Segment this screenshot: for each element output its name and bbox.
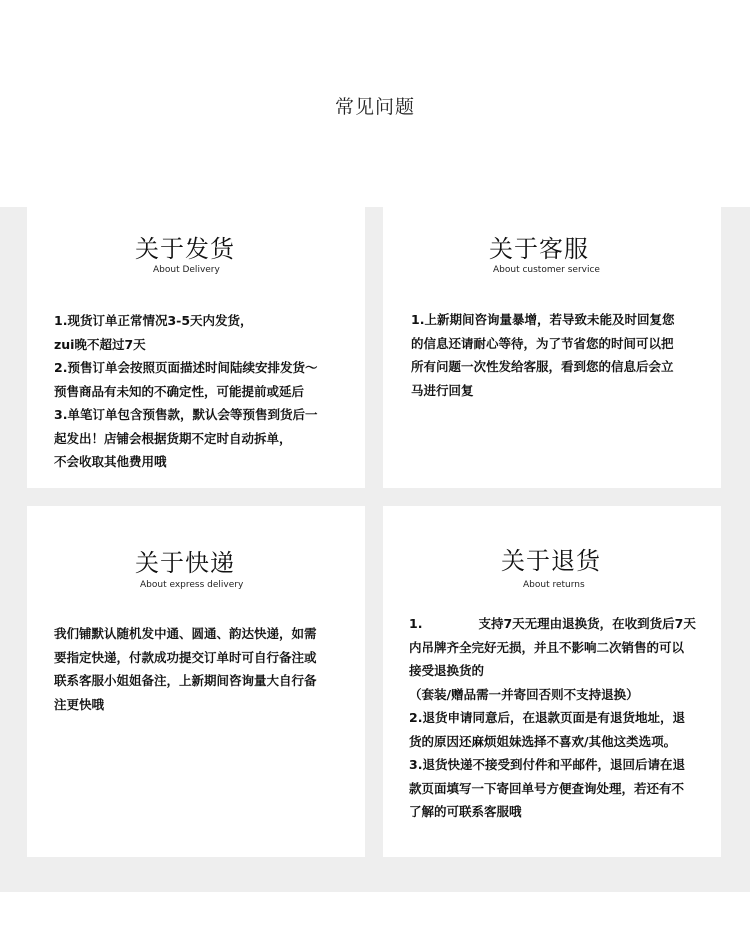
text-line: 款页面填写一下寄回单号方便查询处理，若还有不 [409, 780, 685, 796]
text-line: 2.预售订单会按照页面描述时间陆续安排发货～ [54, 360, 318, 375]
text-line: 要指定快递，付款成功提交订单时可自行备注或 [54, 649, 317, 665]
returns-title: 关于退货 [501, 547, 601, 575]
text-line: 注更快哦 [54, 696, 105, 712]
text-line: 货的原因还麻烦姐妹选择不喜欢/其他这类选项。 [409, 733, 677, 749]
returns-card [383, 506, 721, 857]
express-subtitle: About express delivery [140, 580, 244, 590]
text-line: 的信息还请耐心等待，为了节省您的时间可以把 [411, 335, 674, 351]
text-line: 不会收取其他费用哦 [54, 454, 167, 469]
text-line: （套装/赠品需一并寄回否则不支持退换） [409, 686, 639, 702]
text-line: 所有问题一次性发给客服，看到您的信息后会立 [411, 359, 674, 374]
delivery-text [54, 309, 317, 474]
customer-service-subtitle: About customer service [493, 265, 600, 275]
text-line [409, 612, 696, 636]
express-title: 关于快递 [135, 549, 235, 577]
delivery-card [27, 207, 365, 488]
customer-service-card [383, 207, 721, 488]
customer-service-title: 关于客服 [489, 235, 589, 263]
delivery-subtitle: About Delivery [153, 265, 220, 275]
text-line: zui晚不超过7天 [54, 336, 146, 352]
text-line: 马进行回复 [411, 382, 474, 398]
text-line: 3.单笔订单包含预售款，默认会等预售到货后一 [54, 407, 318, 422]
text-line: 起发出！店铺会根据货期不定时自动拆单， [54, 430, 292, 446]
text-line: 1.现货订单正常情况3-5天内发货， [54, 313, 253, 328]
returns-subtitle: About returns [523, 580, 585, 590]
text-line: 1.上新期间咨询量暴增，若导致未能及时回复您 [411, 312, 675, 327]
text-line: 2.退货申请同意后，在退款页面是有退货地址，退 [409, 710, 685, 725]
line-prefix: 1. [409, 616, 423, 631]
text-line: 预售商品有未知的不确定性，可能提前或延后 [54, 383, 305, 399]
customer-service-text [411, 308, 674, 402]
express-text [54, 622, 317, 716]
text-line: 我们铺默认随机发中通、圆通、韵达快递，如需 [54, 626, 317, 641]
express-card [27, 506, 365, 857]
text-line: 了解的可联系客服哦 [409, 804, 522, 819]
returns-text [409, 612, 696, 824]
text-line: 内吊牌齐全完好无损，并且不影响二次销售的可以 [409, 639, 685, 655]
delivery-title: 关于发货 [135, 235, 235, 263]
text-line: 3.退货快递不接受到付件和平邮件，退回后请在退 [409, 757, 685, 772]
text-line: 联系客服小姐姐备注，上新期间咨询量大自行备 [54, 673, 317, 688]
page-title: 常见问题 [334, 96, 415, 118]
line-suffix: 支持7天无理由退换货，在收到货后7天 [478, 616, 696, 631]
text-line: 接受退换货的 [409, 663, 485, 678]
